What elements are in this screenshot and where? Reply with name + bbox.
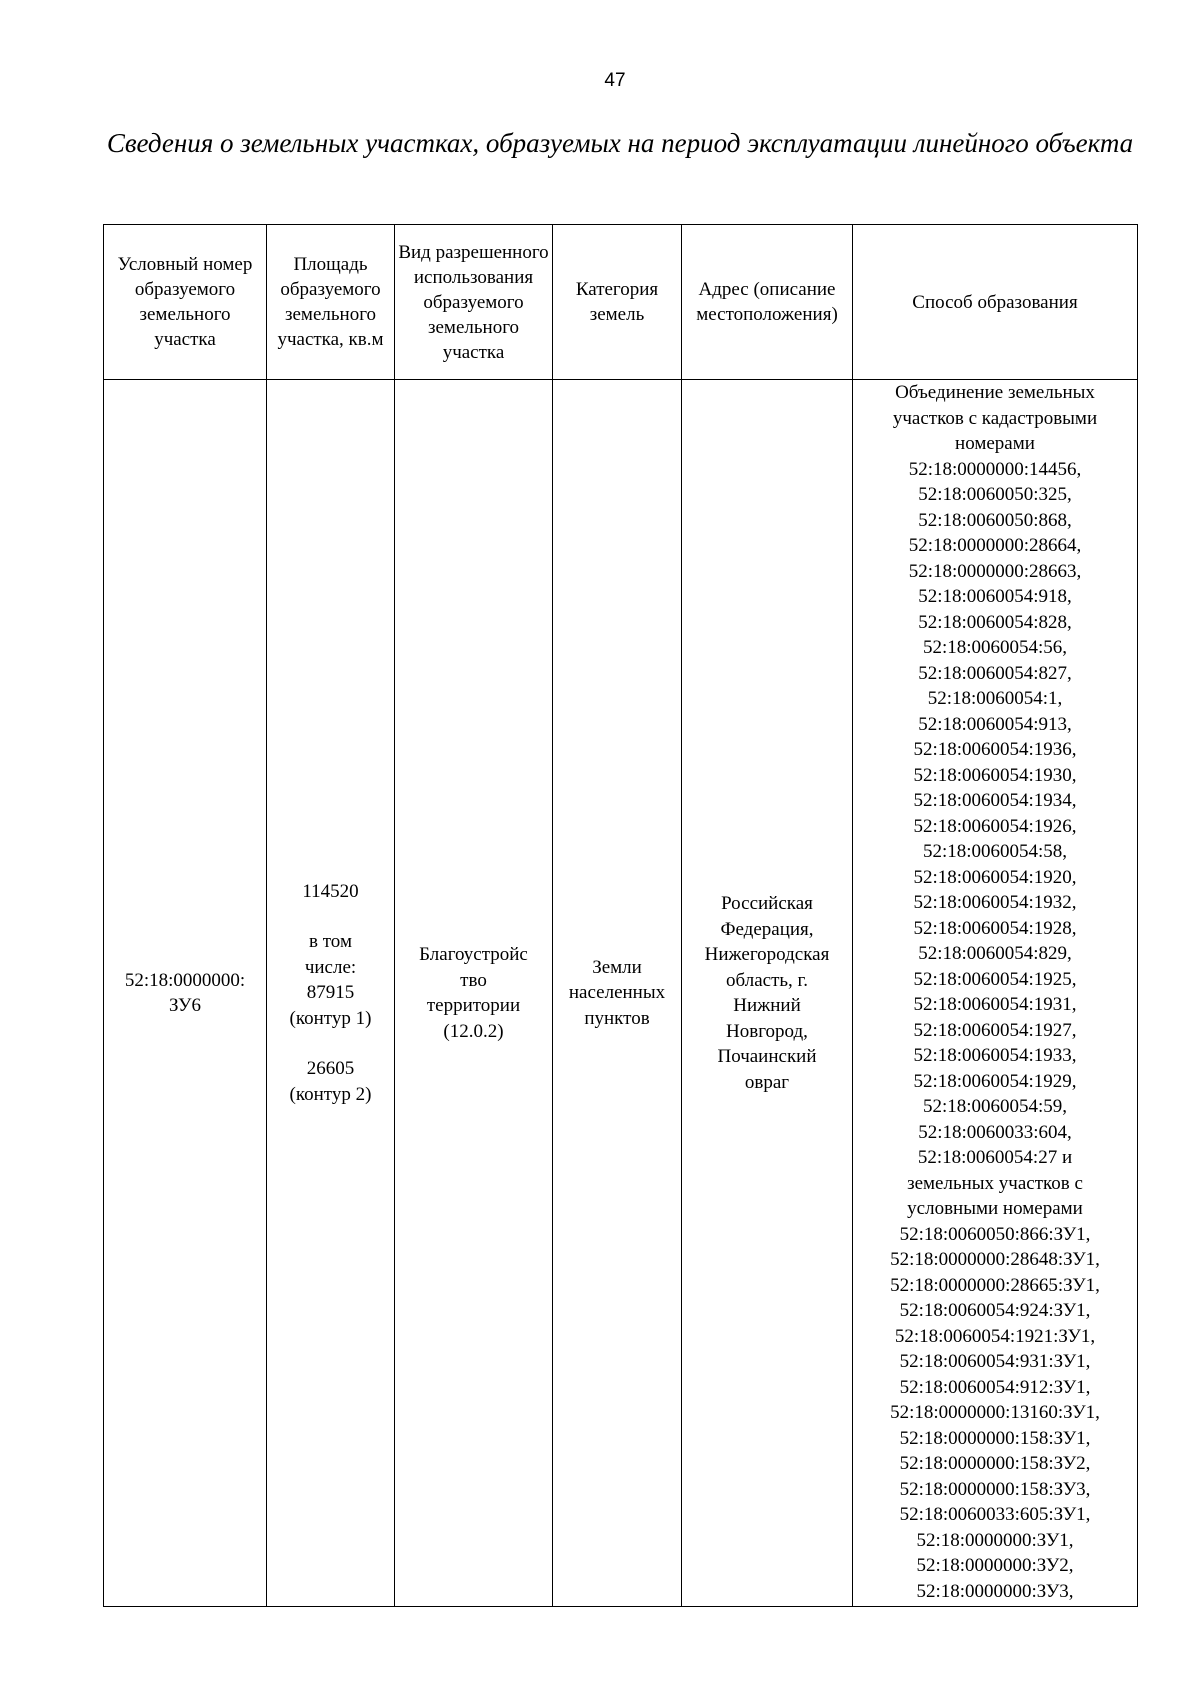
formation-method-line: 52:18:0060054:1936, [913, 739, 1077, 760]
formation-method-line: 52:18:0060054:56, [922, 637, 1068, 658]
cell-permitted-use [395, 380, 553, 1607]
formation-method-line: 52:18:0060054:913, [918, 713, 1072, 735]
plot-number-line: ЗУ6 [169, 995, 201, 1016]
formation-method-line: 52:18:0060033:605:ЗУ1, [899, 1504, 1091, 1525]
address-line: Новгород, [726, 1020, 808, 1042]
formation-method-line: 52:18:0000000:14456, [908, 458, 1082, 480]
address-line: Нижегородская [704, 944, 830, 965]
use-line: территории [426, 995, 521, 1016]
address-line: Российская [721, 893, 813, 914]
plot-number-line: 52:18:0000000: [124, 969, 246, 991]
area-contour1-label: (контур 1) [289, 1007, 372, 1029]
header-address: Адрес (описание местоположения) [682, 225, 853, 380]
formation-method-line: 52:18:0060054:924:ЗУ1, [899, 1300, 1091, 1321]
formation-method-line: земельных участков с [907, 1172, 1083, 1194]
address-line: Нижний [733, 995, 801, 1016]
formation-method-line: 52:18:0060054:829, [918, 943, 1072, 964]
formation-method-line: 52:18:0000000:ЗУ2, [916, 1555, 1074, 1576]
formation-method-line: 52:18:0060054:918, [918, 586, 1072, 607]
formation-method-line: 52:18:0000000:28665:ЗУ1, [890, 1274, 1100, 1296]
header-formation-method: Способ образования [853, 225, 1138, 380]
area-contour1-value: 87915 [306, 982, 355, 1004]
formation-method-line: 52:18:0060054:59, [922, 1096, 1068, 1117]
formation-method-line: 52:18:0060054:1925, [913, 968, 1077, 990]
land-plots-table [103, 224, 1138, 1607]
formation-method-line: 52:18:0060033:604, [918, 1121, 1072, 1143]
formation-method-line: 52:18:0060054:1933, [913, 1045, 1077, 1066]
table-header-row [104, 225, 1138, 380]
formation-method-line: 52:18:0060054:1929, [913, 1070, 1077, 1092]
category-line: Земли [592, 956, 642, 978]
cell-land-category [553, 380, 682, 1607]
header-area: Площадь образуемого земельного участка, кв.м [267, 225, 395, 380]
formation-method-line: 52:18:0060050:868, [918, 509, 1072, 531]
formation-method-line: условными номерами [907, 1198, 1083, 1219]
cell-area [267, 380, 395, 1607]
formation-method-line: 52:18:0000000:158:ЗУ3, [899, 1478, 1091, 1500]
formation-method-line: 52:18:0060054:912:ЗУ1, [899, 1376, 1091, 1398]
formation-method-line: 52:18:0060054:1932, [913, 892, 1077, 913]
cell-address [682, 380, 853, 1607]
area-total: 114520 [302, 880, 359, 902]
page-number: 47 [604, 70, 626, 91]
address-line: овраг [744, 1071, 790, 1093]
formation-method-line: Объединение земельных [895, 382, 1095, 403]
formation-method-line: 52:18:0000000:28648:ЗУ1, [890, 1249, 1100, 1270]
formation-method-line: 52:18:0060054:27 и [917, 1147, 1073, 1168]
formation-method-line: 52:18:0060054:1931, [913, 994, 1077, 1015]
formation-method-line: 52:18:0060054:827, [918, 662, 1072, 684]
category-line: населенных [568, 982, 666, 1004]
area-contour2-value: 26605 [306, 1058, 355, 1080]
use-line: (12.0.2) [443, 1020, 504, 1042]
use-line: тво [460, 969, 487, 991]
formation-method-line: 52:18:0060050:866:ЗУ1, [899, 1223, 1091, 1245]
area-including: числе: [304, 956, 357, 978]
formation-method-line: 52:18:0000000:158:ЗУ2, [899, 1453, 1091, 1474]
header-plot-number: Условный номер образуемого земельного участка [104, 225, 267, 380]
formation-method-line: 52:18:0000000:ЗУ3, [916, 1580, 1074, 1602]
formation-method-line: 52:18:0000000:158:ЗУ1, [899, 1427, 1091, 1449]
area-contour2-label: (контур 2) [289, 1083, 372, 1105]
formation-method-line: 52:18:0000000:28664, [908, 535, 1082, 556]
formation-method-line: 52:18:0060054:1921:ЗУ1, [894, 1325, 1096, 1347]
formation-method-line: 52:18:0060050:325, [918, 484, 1072, 505]
formation-method-line: номерами [955, 433, 1035, 454]
formation-method-line: 52:18:0060054:931:ЗУ1, [899, 1351, 1091, 1372]
formation-method-line: 52:18:0060054:1928, [913, 917, 1077, 939]
formation-method-line: 52:18:0060054:1934, [913, 790, 1077, 811]
address-line: Федерация, [720, 918, 814, 940]
header-permitted-use: Вид разрешенного использования образуемого земельного участка [395, 225, 553, 380]
document-title: Сведения о земельных участках, образуемых на период эксплуатации линейного объекта [106, 128, 1134, 158]
header-land-category: Категория земель [553, 225, 682, 380]
table-row [104, 380, 1138, 1607]
formation-method-line: участков с кадастровыми [892, 407, 1098, 429]
formation-method-line: 52:18:0000000:13160:ЗУ1, [890, 1402, 1100, 1423]
address-line: область, г. [726, 969, 808, 991]
formation-method-line: 52:18:0060054:1920, [913, 866, 1077, 888]
address-line: Почаинский [717, 1046, 817, 1067]
formation-method-line: 52:18:0000000:ЗУ1, [916, 1529, 1074, 1551]
formation-method-line: 52:18:0060054:1927, [913, 1019, 1077, 1041]
formation-method-line: 52:18:0060054:1930, [913, 764, 1077, 786]
cell-formation-method [853, 380, 1138, 1607]
area-including: в том [309, 931, 352, 953]
category-line: пунктов [584, 1007, 650, 1029]
formation-method-line: 52:18:0060054:828, [918, 611, 1072, 633]
use-line: Благоустройс [419, 944, 528, 965]
formation-method-line: 52:18:0060054:1, [927, 688, 1063, 709]
formation-method-line: 52:18:0000000:28663, [908, 560, 1082, 582]
formation-method-line: 52:18:0060054:58, [922, 841, 1068, 862]
cell-plot-number [104, 380, 267, 1607]
formation-method-line: 52:18:0060054:1926, [913, 815, 1077, 837]
